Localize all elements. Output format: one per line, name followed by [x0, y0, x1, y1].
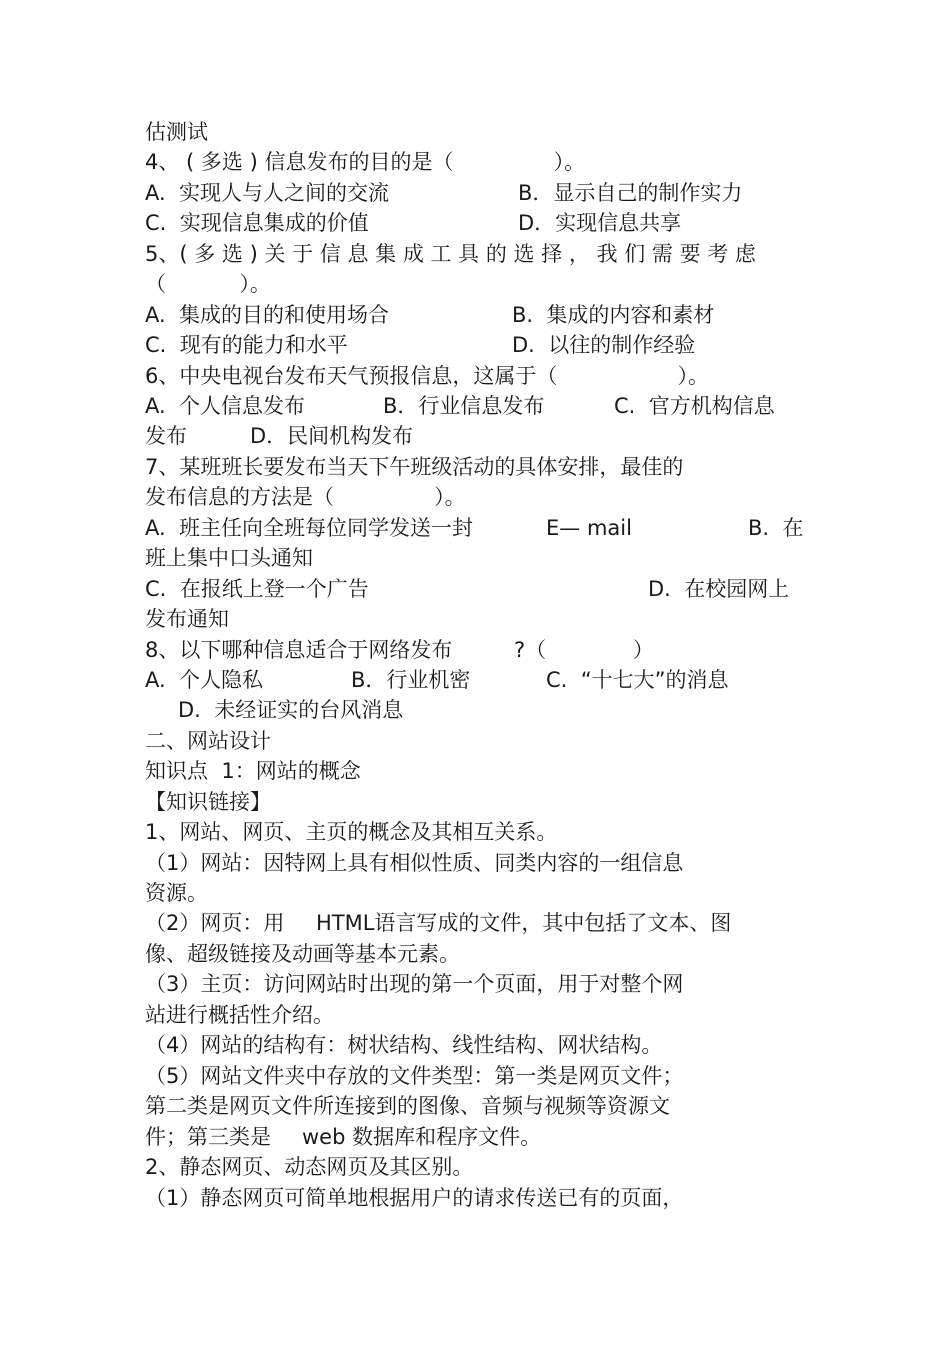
- q5-option-d: D. 以往的制作经验: [512, 333, 696, 357]
- q4-option-c: C. 实现信息集成的价值: [145, 211, 369, 235]
- q8-option-a: A. 个人隐私: [145, 668, 264, 692]
- paragraph: （1）网站：因特网上具有相似性质、同类内容的一组信息: [145, 851, 684, 875]
- q4-option-b: B．显示自己的制作实力: [518, 181, 743, 205]
- q7-option-b-cont: 班上集中口头通知: [145, 546, 313, 570]
- q5-option-c: C. 现有的能力和水平: [145, 333, 348, 357]
- q6-option-d: D．民间机构发布: [250, 424, 414, 448]
- question-7-cont: 发布信息的方法是（ ）。: [145, 485, 466, 509]
- paragraph: 资源。: [145, 881, 208, 905]
- paragraph: HTML语言写成的文件，其中包括了文本、图: [316, 911, 732, 935]
- q6-option-b: B．行业信息发布: [383, 394, 545, 418]
- question-7: 7、某班班长要发布当天下午班级活动的具体安排，最佳的: [145, 455, 684, 479]
- paragraph: 2、静态网页、动态网页及其区别。: [145, 1155, 474, 1179]
- paragraph: 第二类是网页文件所连接到的图像、音频与视频等资源文: [145, 1094, 670, 1118]
- section-heading: 二、网站设计: [145, 729, 271, 753]
- q8-option-d: D. 未经证实的台风消息: [178, 698, 404, 722]
- paragraph: （5）网站文件夹中存放的文件类型：第一类是网页文件；: [145, 1064, 684, 1088]
- q5-option-a: A. 集成的目的和使用场合: [145, 303, 390, 327]
- q6-option-a: A. 个人信息发布: [145, 394, 306, 418]
- q7-option-c: C. 在报纸上登一个广告: [145, 577, 369, 601]
- paragraph: （3）主页：访问网站时出现的第一个页面，用于对整个网: [145, 972, 684, 996]
- paragraph: 件；第三类是: [145, 1125, 271, 1149]
- q4-option-d: D．实现信息共享: [518, 211, 682, 235]
- q4-option-a: A. 实现人与人之间的交流: [145, 181, 390, 205]
- question-4: 4、 ( 多选 ) 信息发布的目的是（ ）。: [145, 150, 586, 174]
- paragraph: 像、超级链接及动画等基本元素。: [145, 942, 460, 966]
- q5-paren: （ ）。: [145, 272, 271, 296]
- q7-option-b: B. 在: [748, 516, 804, 540]
- q5-option-b: B. 集成的内容和素材: [512, 303, 715, 327]
- q6-option-c-cont: 发布: [145, 424, 187, 448]
- q7-option-a-email: E— mail: [546, 516, 632, 540]
- paragraph: （4）网站的结构有：树状结构、线性结构、网状结构。: [145, 1033, 663, 1057]
- knowledge-point: 知识点 1：网站的概念: [145, 759, 361, 783]
- q8-option-b: B．行业机密: [351, 668, 471, 692]
- question-5: 5、( 多 选 ) 关 于 信 息 集 成 工 具 的 选 择 ， 我 们 需 要 考 虑: [145, 242, 756, 266]
- q8-paren: ?（ ）: [514, 638, 654, 662]
- q7-option-d: D. 在校园网上: [648, 577, 790, 601]
- paragraph: 1、网站、网页、主页的概念及其相互关系。: [145, 820, 558, 844]
- paragraph: （2）网页：用: [145, 911, 285, 935]
- paragraph: 站进行概括性介绍。: [145, 1003, 334, 1027]
- question-8: 8、以下哪种信息适合于网络发布: [145, 638, 453, 662]
- knowledge-link-heading: 【知识链接】: [145, 790, 271, 814]
- text-line: 估测试: [145, 120, 208, 144]
- question-6: 6、中央电视台发布天气预报信息，这属于（ ）。: [145, 364, 710, 388]
- q6-option-c: C. 官方机构信息: [614, 394, 775, 418]
- q7-option-d-cont: 发布通知: [145, 607, 229, 631]
- paragraph: web 数据库和程序文件。: [302, 1125, 542, 1149]
- q8-option-c: C. “十七大”的消息: [546, 668, 729, 692]
- paragraph: （1）静态网页可简单地根据用户的请求传送已有的页面，: [145, 1186, 684, 1210]
- q7-option-a: A. 班主任向全班每位同学发送一封: [145, 516, 474, 540]
